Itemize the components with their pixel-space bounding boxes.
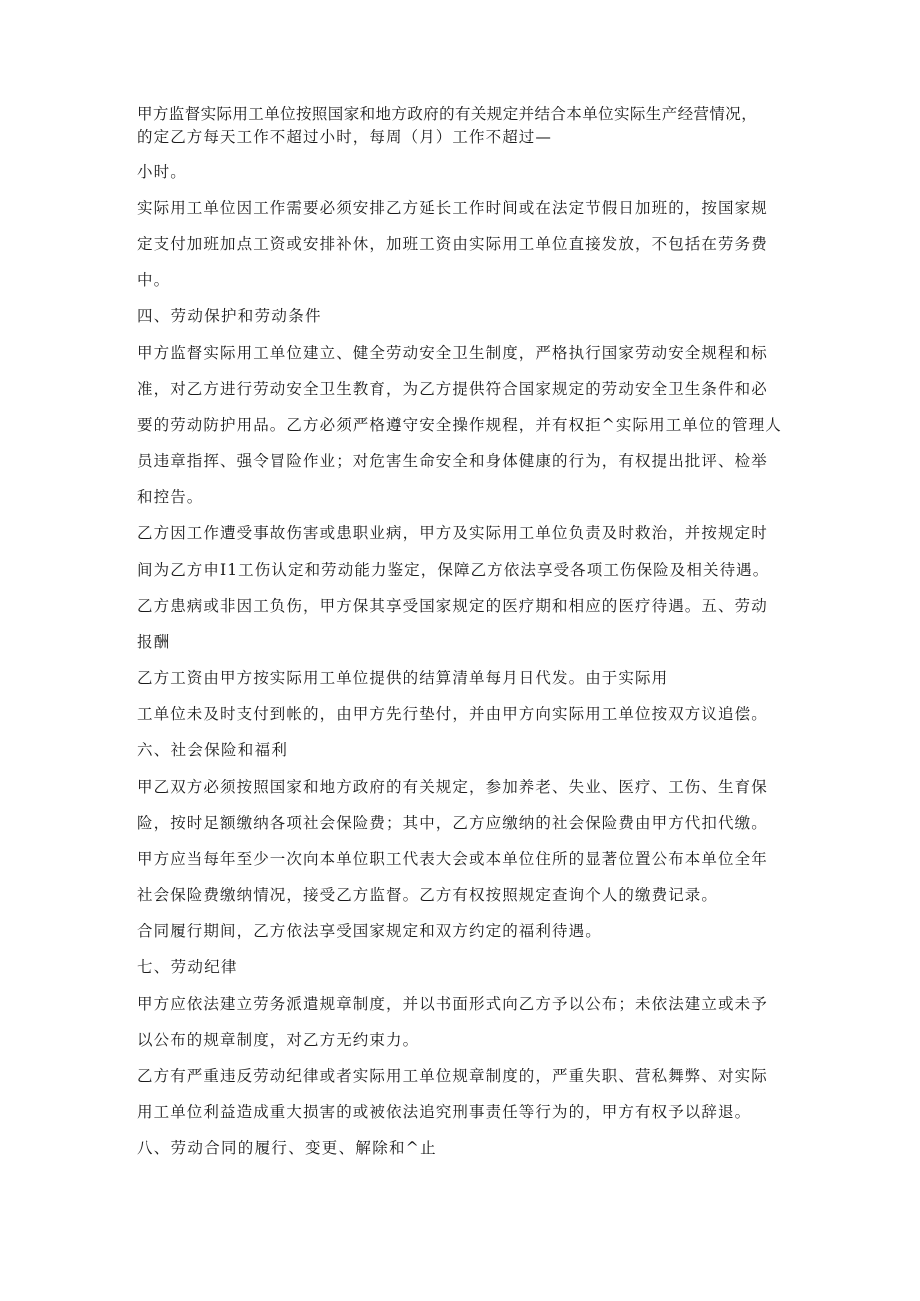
paragraph-line: 甲方监督实际用工单位建立、健全劳动安全卫生制度，严格执行国家劳动安全规程和标: [137, 344, 768, 362]
paragraph-line: 工单位未及时支付到帐的，由甲方先行垫付，并由甲方向实际用工单位按双方议追偿。: [137, 705, 768, 723]
section-heading: 八、劳动合同的履行、变更、解除和^止: [137, 1139, 437, 1157]
paragraph-line: 乙方有严重违反劳动纪律或者实际用工单位规章制度的，严重失职、营私舞弊、对实际: [137, 1067, 768, 1085]
paragraph-line: 乙方患病或非因工负伤，甲方保其享受国家规定的医疗期和相应的医疗待遇。五、劳动: [137, 597, 768, 615]
paragraph-line: 报酬: [137, 633, 171, 651]
section-heading: 六、社会保险和福利: [137, 741, 289, 759]
paragraph-line: 乙方工资由甲方按实际用工单位提供的结算清单每月日代发。由于实际用: [137, 669, 669, 687]
paragraph-line: 和控告。: [137, 488, 204, 506]
section-heading: 七、劳动纪律: [137, 958, 238, 976]
paragraph-line: 甲方应当每年至少一次向本单位职工代表大会或本单位住所的显著位置公布本单位全年: [137, 850, 768, 868]
paragraph-line: 合同履行期间，乙方依法享受国家规定和双方约定的福利待遇。: [137, 922, 602, 940]
paragraph-line: 中。: [137, 271, 171, 289]
paragraph-line: 甲方应依法建立劳务派遣规章制度，并以书面形式向乙方予以公布；未依法建立或未予: [137, 995, 768, 1013]
paragraph-line: 社会保险费缴纳情况，接受乙方监督。乙方有权按照规定查询个人的缴费记录。: [137, 886, 719, 904]
paragraph-line: 甲乙双方必须按照国家和地方政府的有关规定，参加养老、失业、医疗、工伤、生育保: [137, 778, 768, 796]
paragraph-line: 小时。: [137, 163, 187, 181]
paragraph-line: 间为乙方申I1工伤认定和劳动能力鉴定，保障乙方依法享受各项工伤保险及相关待遇。: [137, 561, 770, 579]
paragraph-line: 用工单位利益造成重大损害的或被依法追究刑事责任等行为的，甲方有权予以辞退。: [137, 1103, 752, 1121]
paragraph-line: 险，按时足额缴纳各项社会保险费；其中，乙方应缴纳的社会保险费由甲方代扣代缴。: [137, 814, 768, 832]
paragraph-line: 的定乙方每天工作不超过小时，每周（月）工作不超过—: [137, 128, 553, 146]
paragraph-line: 实际用工单位因工作需要必须安排乙方延长工作时间或在法定节假日加班的，按国家规: [137, 199, 768, 217]
paragraph-line: 定支付加班加点工资或安排补休，加班工资由实际用工单位直接发放，不包括在劳务费: [137, 235, 768, 253]
paragraph-line: 甲方监督实际用工单位按照国家和地方政府的有关规定并结合本单位实际生产经营情况，: [137, 105, 758, 123]
paragraph-line: 以公布的规章制度，对乙方无约束力。: [137, 1031, 420, 1049]
section-heading: 四、劳动保护和劳动条件: [137, 307, 322, 325]
paragraph-line: 准，对乙方进行劳动安全卫生教育，为乙方提供符合国家规定的劳动安全卫生条件和必: [137, 380, 768, 398]
paragraph-line: 乙方因工作遭受事故伤害或患职业病，甲方及实际用工单位负责及时救治，并按规定时: [137, 524, 768, 542]
paragraph-line: 员违章指挥、强令冒险作业；对危害生命安全和身体健康的行为，有权提出批评、检举: [137, 452, 768, 470]
paragraph-line: 要的劳动防护用品。乙方必须严格遵守安全操作规程，并有权拒^实际用工单位的管理人: [137, 416, 782, 434]
